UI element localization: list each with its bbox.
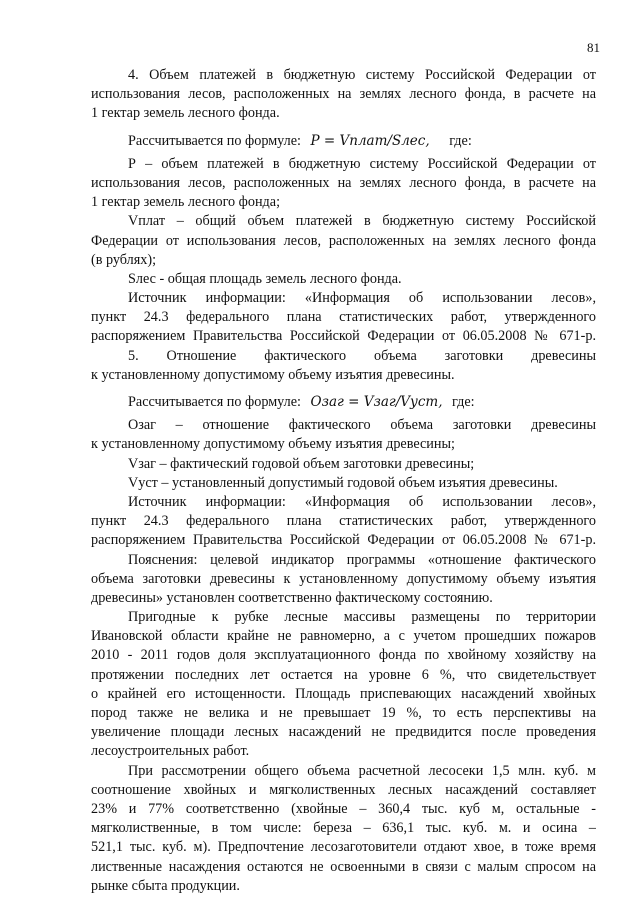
text-line: 23% и 77% соответственно (хвойные – 360,4 тыс. куб м, остальные - — [91, 800, 596, 817]
formula-tail: где: — [449, 132, 472, 149]
text-line: Vзаг – фактический годовой объем заготовки древесины; — [128, 455, 475, 472]
formula-line-4 — [91, 132, 596, 151]
paragraph-cutting-volume — [91, 762, 596, 896]
text-line: распоряжением Правительства Российской Федерации от 06.05.2008 № 671-р. — [91, 532, 596, 549]
section-5-definitions — [91, 416, 596, 550]
text-line: соотношение хвойных и мягколиственных лесных насаждений составляет — [91, 781, 596, 798]
formula-intro: Рассчитывается по формуле: — [128, 132, 301, 149]
text-line: лесоустроительных работ. — [91, 743, 250, 760]
text-line: (в рублях); — [91, 251, 157, 268]
text-line: Vуст – установленный допустимый годовой объем изъятия древесины. — [128, 474, 558, 491]
formula-expression: Озаг = Vзаг/Vуст, — [310, 394, 443, 410]
text-line: Vплат – общий объем платежей в бюджетную систему Российской — [128, 213, 596, 230]
paragraph-forest-stands — [91, 608, 596, 762]
text-line: Озаг – отношение фактического объема заготовки древесины — [128, 417, 596, 434]
text-line: 1 гектар земель лесного фонда. — [91, 105, 280, 122]
text-line: использования лесов, расположенных на землях лесного фонда, в расчете на — [91, 174, 596, 191]
page-number: 81 — [587, 40, 600, 55]
formula-expression: P = Vплат/Sлес, — [310, 132, 430, 149]
text-line: увеличение площади лесных насаждений не предвидится после проведения — [91, 724, 596, 741]
text-line: протяжении последних лет остается на уровне 6 %, что свидетельствует — [91, 666, 596, 683]
formula-tail: где: — [452, 394, 475, 410]
text-line: о крайней его истощенности. Площадь приспевающих насаждений хвойных — [91, 685, 596, 702]
text-line: 2010 - 2011 годов доля эксплуатационного фонда по хвойному хозяйству на — [91, 647, 596, 664]
text-line: Sлес - общая площадь земель лесного фонда. — [128, 270, 402, 287]
text-line: рынке сбыта продукции. — [91, 877, 240, 894]
text-line: Пригодные к рубке лесные массивы размещены по территории — [128, 609, 596, 626]
text-line: Ивановской области крайне не равномерно, а с учетом прошедших пожаров — [91, 628, 596, 645]
text-line: Р – объем платежей в бюджетную систему Российской Федерации от — [128, 155, 596, 172]
section-4-definitions — [91, 155, 596, 347]
text-line: пород также не велика и не превышает 19 %, то есть перспективы на — [91, 705, 596, 721]
text-line: лиственные насаждения остаются не освоенными в связи с малым спросом на — [91, 858, 596, 875]
text-line: использования лесов, расположенных на землях лесного фонда, в расчете на — [91, 86, 596, 103]
formula-line-5 — [91, 393, 596, 412]
text-line: 1 гектар земель лесного фонда; — [91, 194, 281, 211]
section-4-heading — [91, 66, 596, 124]
text-line: распоряжением Правительства Российской Федерации от 06.05.2008 № 671-р. — [91, 328, 596, 345]
formula-intro: Рассчитывается по формуле: — [128, 394, 301, 410]
text-line: Федерации от использования лесов, расположенных на землях лесного фонда — [91, 232, 596, 249]
text-line: Источник информации: «Информация об использовании лесов», — [128, 290, 596, 307]
section-5-heading — [91, 347, 596, 385]
text-line: пункт 24.3 федерального плана статистических работ, утвержденного — [91, 309, 596, 326]
text-line: 521,1 тыс. куб. м). Предпочтение лесозаготовители отдают хвое, в тоже время — [91, 839, 596, 856]
text-line: мягколиственные, в том числе: береза – 636,1 тыс. куб. м. и осина – — [91, 820, 596, 837]
text-line: древесины» установлен соответственно фактическому состоянию. — [91, 589, 493, 606]
explanation-paragraph — [91, 551, 596, 609]
text-line: к установленному допустимому объему изъятия древесины; — [91, 436, 455, 453]
text-line: Источник информации: «Информация об использовании лесов», — [128, 493, 596, 510]
text-line: объема заготовки древесины к установленному допустимому объему изъятия — [91, 570, 596, 587]
text-line: 5. Отношение фактического объема заготовки древесины — [128, 347, 596, 364]
text-line: 4. Объем платежей в бюджетную систему Российской Федерации от — [128, 67, 596, 83]
text-line: Пояснения: целевой индикатор программы «отношение фактического — [128, 551, 596, 568]
page-content — [91, 66, 596, 896]
text-line: пункт 24.3 федерального плана статистических работ, утвержденного — [91, 513, 596, 530]
text-line: При рассмотрении общего объема расчетной лесосеки 1,5 млн. куб. м — [128, 762, 596, 779]
text-line: к установленному допустимому объему изъятия древесины. — [91, 366, 455, 383]
